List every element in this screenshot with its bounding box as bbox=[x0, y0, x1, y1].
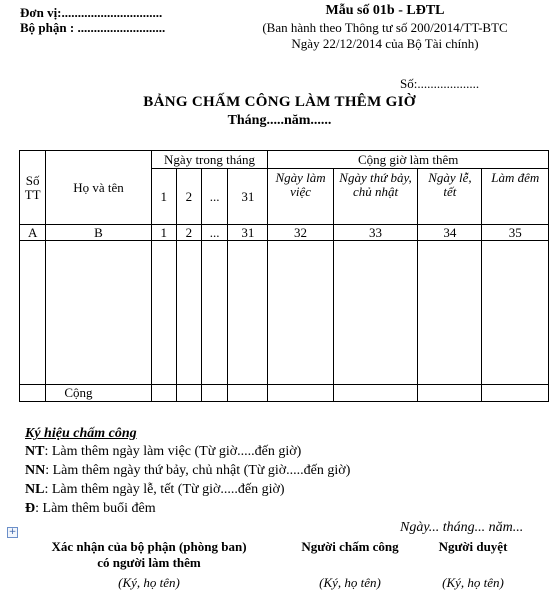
code-cell: ... bbox=[201, 225, 227, 241]
day-col-header: 31 bbox=[228, 169, 268, 225]
total-cell bbox=[151, 385, 176, 402]
col-stt-header: Số TT bbox=[20, 151, 46, 225]
bo-phan-label: Bộ phận : ........................... bbox=[20, 20, 166, 35]
hour-col-header: Ngày lễ, tết bbox=[418, 169, 482, 225]
body-cell bbox=[228, 241, 268, 385]
header-row-1 bbox=[20, 151, 549, 169]
code-cell: 31 bbox=[228, 225, 268, 241]
legend-text: : Làm thêm ngày làm việc (Từ giờ.....đến giờ) bbox=[44, 444, 302, 459]
legend-text: : Làm thêm ngày lễ, tết (Từ giờ.....đến giờ) bbox=[44, 482, 285, 497]
hours-group-header: Cộng giờ làm thêm bbox=[268, 151, 549, 169]
total-cell bbox=[418, 385, 482, 402]
body-cell bbox=[176, 241, 201, 385]
body-cell bbox=[482, 241, 549, 385]
date-line: Ngày... tháng... năm... bbox=[400, 520, 524, 535]
col-name-header: Họ và tên bbox=[46, 151, 151, 225]
so-label: Số: bbox=[400, 76, 418, 91]
legend-item bbox=[25, 461, 350, 480]
total-label: Cộng bbox=[46, 385, 151, 402]
legend-code: Đ bbox=[25, 501, 36, 516]
code-cell: 35 bbox=[482, 225, 549, 241]
total-cell bbox=[176, 385, 201, 402]
body-cell bbox=[268, 241, 333, 385]
body-cell bbox=[20, 241, 46, 385]
code-cell: 33 bbox=[333, 225, 418, 241]
total-cell bbox=[333, 385, 418, 402]
form-code: Mẫu số 01b - LĐTL bbox=[325, 3, 445, 18]
legend-code: NN bbox=[25, 463, 46, 478]
code-cell: A bbox=[20, 225, 46, 241]
legend-item bbox=[25, 480, 350, 499]
legend-item bbox=[25, 499, 350, 518]
legend-code: NL bbox=[25, 482, 45, 497]
page-title: BẢNG CHẤM CÔNG LÀM THÊM GIỜ bbox=[143, 94, 416, 110]
approver-sign-hint: (Ký, họ tên) bbox=[442, 575, 504, 590]
body-row bbox=[20, 241, 549, 385]
overtime-timesheet-table bbox=[19, 150, 549, 402]
approver-label: Người duyệt bbox=[438, 539, 508, 554]
code-cell: 34 bbox=[418, 225, 482, 241]
issued-line-2: Ngày 22/12/2014 của Bộ Tài chính) bbox=[291, 36, 479, 51]
total-row bbox=[20, 385, 549, 402]
total-cell bbox=[482, 385, 549, 402]
hour-col-header: Ngày làm việc bbox=[268, 169, 333, 225]
code-cell: 2 bbox=[176, 225, 201, 241]
code-row bbox=[20, 225, 549, 241]
issued-line-1: (Ban hành theo Thông tư số 200/2014/TT-BTC bbox=[262, 20, 508, 35]
code-cell: 1 bbox=[151, 225, 176, 241]
page-subtitle: Tháng.....năm...... bbox=[227, 113, 332, 128]
confirm-line-2: có người làm thêm bbox=[97, 555, 201, 570]
total-cell bbox=[268, 385, 333, 402]
legend-item bbox=[25, 442, 350, 461]
legend-title: Ký hiệu chấm công bbox=[25, 426, 137, 441]
day-col-header: ... bbox=[201, 169, 227, 225]
body-cell bbox=[418, 241, 482, 385]
don-vi-label: Đơn vị:............................... bbox=[20, 5, 163, 20]
days-group-header: Ngày trong tháng bbox=[151, 151, 268, 169]
confirm-line-1: Xác nhận của bộ phận (phòng ban) bbox=[51, 539, 247, 554]
so-dots: ................... bbox=[417, 76, 480, 91]
body-cell bbox=[201, 241, 227, 385]
total-cell bbox=[228, 385, 268, 402]
hour-col-header: Làm đêm bbox=[482, 169, 549, 225]
code-cell: B bbox=[46, 225, 151, 241]
legend-code: NT bbox=[25, 444, 45, 459]
body-cell bbox=[46, 241, 151, 385]
code-cell: 32 bbox=[268, 225, 333, 241]
total-cell bbox=[201, 385, 227, 402]
legend-text: : Làm thêm buổi đêm bbox=[35, 501, 156, 516]
plus-expand-icon[interactable]: + bbox=[8, 527, 17, 537]
hour-col-header: Ngày thứ bảy, chủ nhật bbox=[333, 169, 418, 225]
legend bbox=[25, 426, 350, 518]
timekeeper-label: Người chấm công bbox=[301, 539, 399, 554]
so-field bbox=[400, 76, 479, 92]
total-cell bbox=[20, 385, 46, 402]
body-cell bbox=[333, 241, 418, 385]
confirm-sign-hint: (Ký, họ tên) bbox=[118, 575, 180, 590]
legend-text: : Làm thêm ngày thứ bảy, chủ nhật (Từ giờ.....đến giờ) bbox=[45, 463, 351, 478]
day-col-header: 1 bbox=[151, 169, 176, 225]
timekeeper-sign-hint: (Ký, họ tên) bbox=[319, 575, 381, 590]
body-cell bbox=[151, 241, 176, 385]
day-col-header: 2 bbox=[176, 169, 201, 225]
